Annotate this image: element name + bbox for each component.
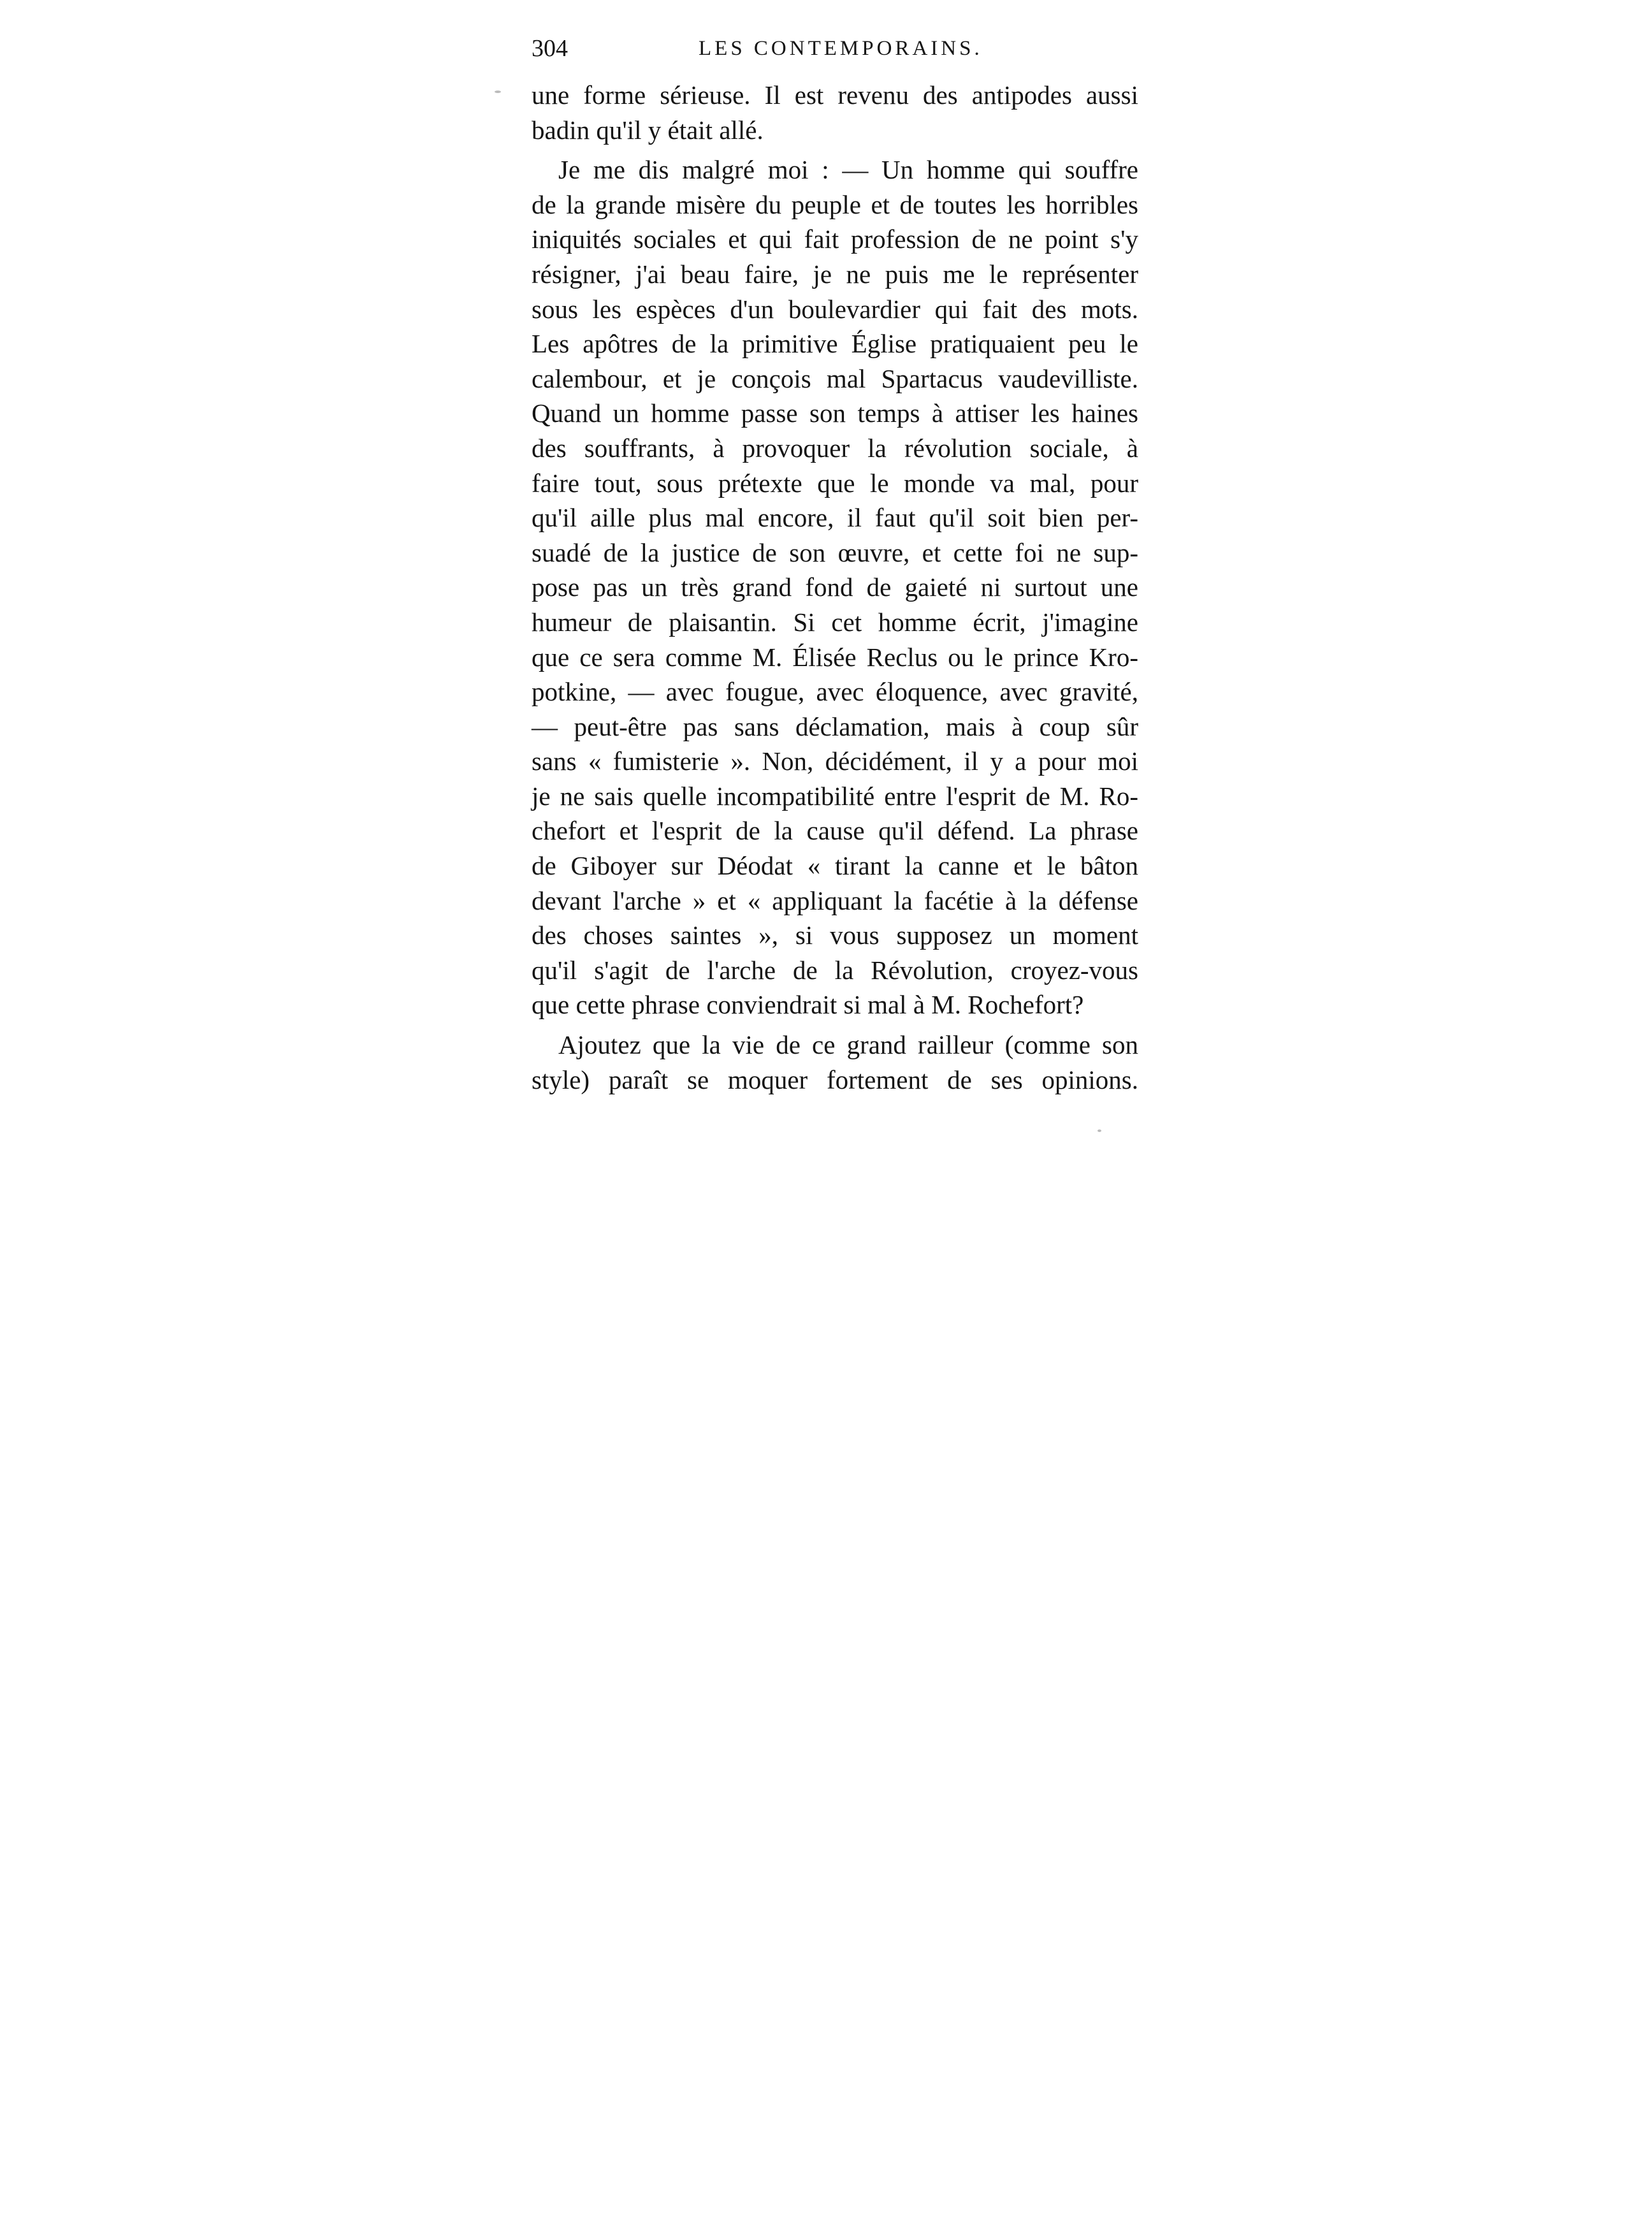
text-line: iniquités sociales et qui fait profession de ne point s'y bbox=[532, 224, 1138, 254]
page-header bbox=[532, 29, 1138, 68]
text-line: sous les espèces d'un boulevardier qui fait des mots. bbox=[532, 294, 1138, 324]
text-line: Ajoutez que la vie de ce grand railleur (comme son bbox=[558, 1030, 1138, 1060]
text-line: Quand un homme passe son temps à attiser les haines bbox=[532, 398, 1138, 428]
text-line: chefort et l'esprit de la cause qu'il défend. La phrase bbox=[532, 816, 1138, 846]
text-line: humeur de plaisantin. Si cet homme écrit, j'imagine bbox=[532, 607, 1138, 637]
text-line: calembour, et je conçois mal Spartacus vaudevilliste. bbox=[532, 363, 1138, 393]
paragraph bbox=[532, 152, 1138, 1022]
text-line: de la grande misère du peuple et de toutes les horribles bbox=[532, 189, 1138, 219]
text-line: pose pas un très grand fond de gaieté ni surtout une bbox=[532, 572, 1138, 602]
text-line: des choses saintes », si vous supposez un moment bbox=[532, 920, 1138, 950]
text-line: suadé de la justice de son œuvre, et cette foi ne sup- bbox=[532, 537, 1138, 567]
text-line: Je me dis malgré moi : — Un homme qui souffre bbox=[558, 155, 1138, 185]
text-line: style) paraît se moquer fortement de ses opinions. bbox=[532, 1064, 1138, 1094]
text-line: que ce sera comme M. Élisée Reclus ou le prince Kro- bbox=[532, 642, 1138, 672]
text-line: de Giboyer sur Déodat « tirant la canne et le bâton bbox=[532, 851, 1138, 881]
text-line: sans « fumisterie ». Non, décidément, il y a pour moi bbox=[532, 746, 1138, 776]
text-line: faire tout, sous prétexte que le monde va mal, pour bbox=[532, 468, 1138, 498]
page-number: 304 bbox=[532, 35, 568, 62]
text-line: Les apôtres de la primitive Église pratiquaient peu le bbox=[532, 329, 1138, 359]
text-line: que cette phrase conviendrait si mal à M. Rochefort? bbox=[532, 990, 1084, 1020]
running-head: LES CONTEMPORAINS. bbox=[699, 37, 983, 60]
paragraph bbox=[532, 1027, 1138, 1097]
margin-speck bbox=[1098, 1129, 1101, 1132]
text-line: je ne sais quelle incompatibilité entre l'esprit de M. Ro- bbox=[532, 781, 1138, 811]
text-body bbox=[532, 78, 1138, 1097]
text-line: qu'il aille plus mal encore, il faut qu'il soit bien per- bbox=[532, 503, 1138, 533]
text-line: résigner, j'ai beau faire, je ne puis me le représenter bbox=[532, 259, 1138, 289]
margin-speck bbox=[495, 91, 501, 93]
paragraph bbox=[532, 78, 1138, 147]
text-line: devant l'arche » et « appliquant la facétie à la défense bbox=[532, 885, 1138, 915]
text-line: potkine, — avec fougue, avec éloquence, avec gravité, bbox=[532, 677, 1138, 707]
text-line: une forme sérieuse. Il est revenu des antipodes aussi bbox=[532, 80, 1138, 110]
text-line: des souffrants, à provoquer la révolution sociale, à bbox=[532, 433, 1138, 463]
text-line: — peut-être pas sans déclamation, mais à coup sûr bbox=[532, 711, 1138, 741]
text-line: badin qu'il y était allé. bbox=[532, 115, 764, 145]
text-line: qu'il s'agit de l'arche de la Révolution, croyez-vous bbox=[532, 955, 1138, 985]
